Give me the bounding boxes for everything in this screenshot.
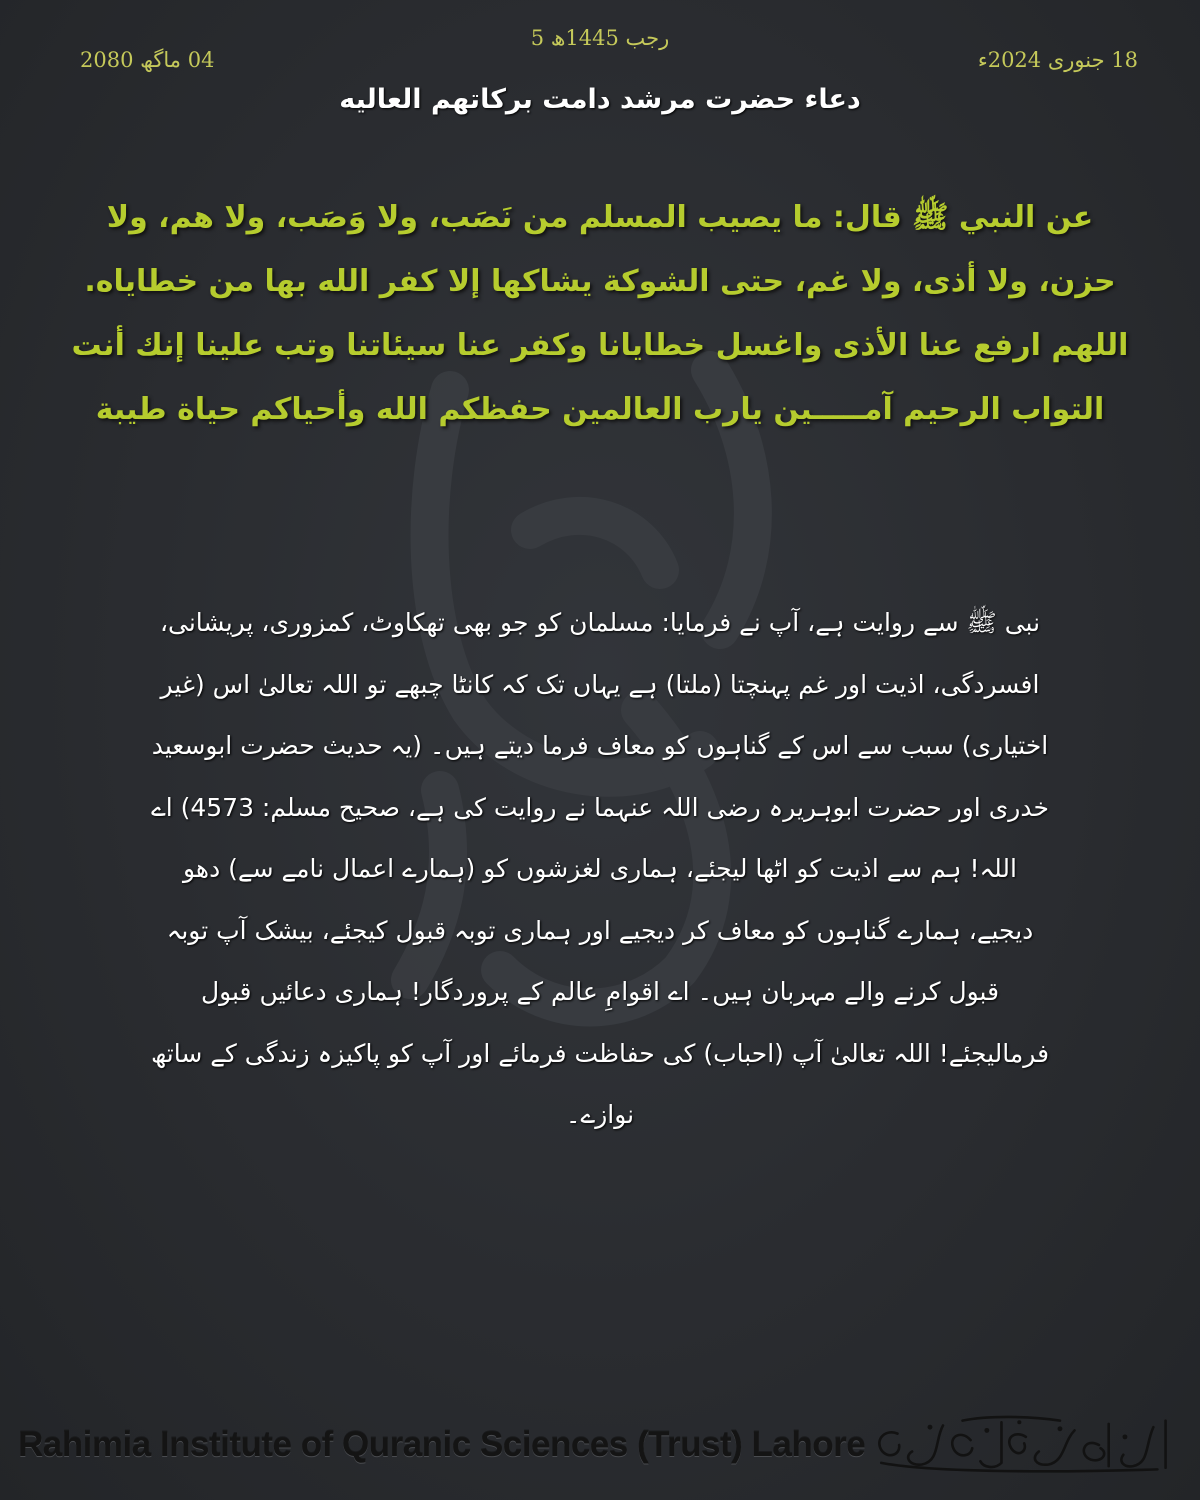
- institute-name-english: Rahimia Institute of Quranic Sciences (Trust) Lahore: [18, 1425, 866, 1464]
- page-title: دعاء حضرت مرشد دامت برکاتهم العالیه: [339, 84, 861, 115]
- urdu-translation-text: نبی ﷺ سے روایت ہے، آپ نے فرمایا: مسلمان کو جو بھی تھکاوٹ، کمزوری، پریشانی، افسردگی، اذیت اور غم پہنچتا (ملتا) ہے یہاں تک کہ کانٹا چبھے تو اللہ تعالیٰ اس (غیر اختیاری) سبب سے اس کے گناہوں کو معاف فرما دیتے ہیں۔ (یہ حدیث حضرت ابوسعید خدری اور حضرت ابوہریرہ رضی اللہ عنہما نے روایت کی ہے، صحیح مسلم: 4573) اے اللہ! ہم سے اذیت کو اٹھا لیجئے، ہماری لغزشوں کو (ہمارے اعمال نامے سے) دھو دیجیے، ہمارے گناہوں کو معاف کر دیجیے اور ہماری توبہ قبول کیجئے، بیشک آپ توبہ قبول کرنے والے مہربان ہیں۔ اے اقوامِ عالم کے پروردگار! ہماری دعائیں قبول فرمالیجئے! اللہ تعالیٰ آپ (احباب) کی حفاظت فرمائے اور آپ کو پاکیزہ زندگی کے ساتھ نوازے۔: [150, 608, 1050, 1129]
- gregorian-date: 18 جنوری 2024ء: [977, 48, 1138, 72]
- institute-calligraphy-logo-icon: [865, 1405, 1178, 1485]
- footer: [18, 1405, 1178, 1485]
- arabic-hadith-text: عن النبي ﷺ قال: ما يصيب المسلم من نَصَب، ولا وَصَب، ولا هم، ولا حزن، ولا أذى، ولا غم، حتى الشوكة يشاكها إلا كفر الله بها من خطاياه. اللهم ارفع عنا الأذى واغسل خطايانا وكفر عنا سيئاتنا وتب علينا إنك أنت التواب الرحيم آمـــــين يارب العالمين حفظكم الله وأحياكم حياة طيبة: [71, 200, 1129, 427]
- bikrami-date: 04 ماگھ 2080: [80, 48, 215, 72]
- hijri-date: 5 رجب 1445ھ: [530, 26, 670, 50]
